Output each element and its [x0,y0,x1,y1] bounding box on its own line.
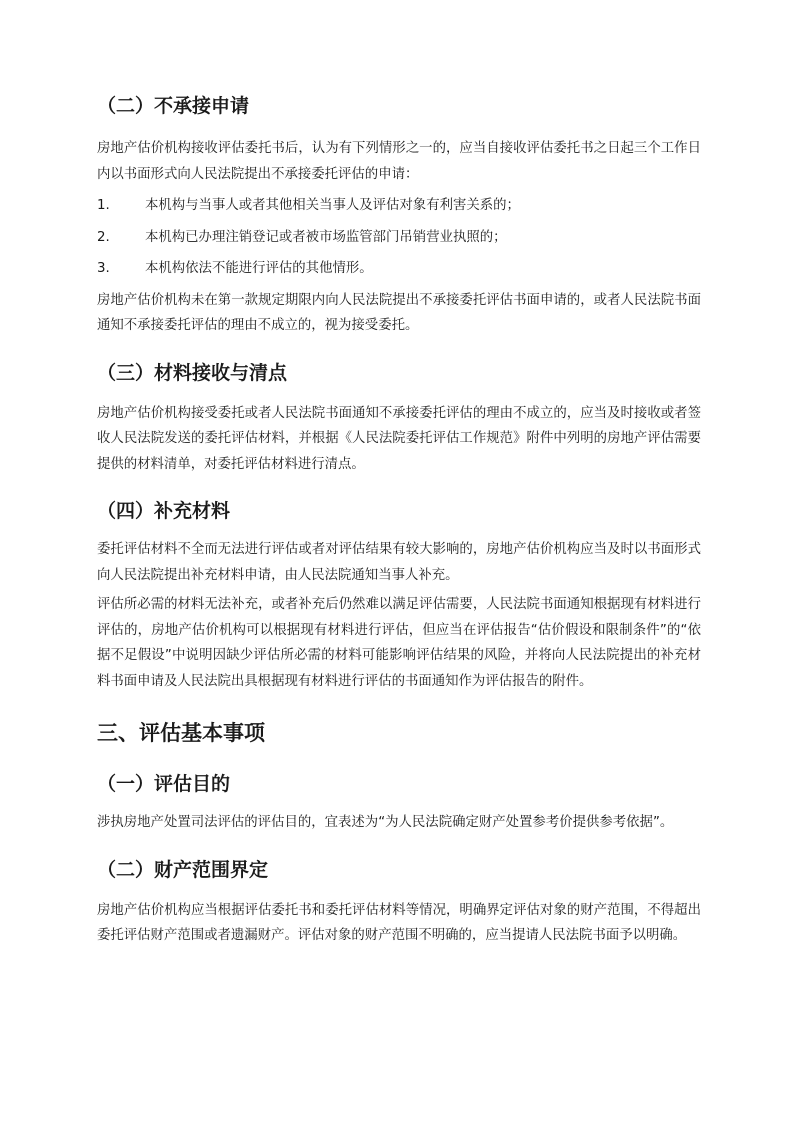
section-heading-supplementary-material: （四）补充材料 [97,500,231,522]
section-heading-material-receipt: （三）材料接收与清点 [97,361,288,384]
list-number: 2. [97,229,110,245]
paragraph: 房地产估价机构接收评估委托书后，认为有下列情形之一的，应当自接收评估委托书之日起三个工作日内以书面形式向人民法院提出不承接委托评估的申请： [97,141,701,182]
chapter-heading-basic-matters: 三、评估基本事项 [97,721,265,745]
list-text: 本机构与当事人或者其他相关当事人及评估对象有利害关系的； [145,198,520,213]
list-number: 1. [97,198,110,213]
list-text: 本机构依法不能进行评估的其他情形。 [145,261,373,276]
list-item [97,193,701,219]
list-text: 本机构已办理注销登记或者被市场监管部门吊销营业执照的； [145,229,507,245]
section-heading-property-scope: （二）财产范围界定 [97,858,269,881]
paragraph: 房地产估价机构未在第一款规定期限内向人民法院提出不承接委托评估书面申请的，或者人民法院书面通知不承接委托评估的理由不成立的，视为接受委托。 [97,292,701,333]
paragraph: 房地产估价机构应当根据评估委托书和委托评估材料等情况，明确界定评估对象的财产范围，不得超出委托评估财产范围或者遗漏财产。评估对象的财产范围不明确的，应当提请人民法院书面予以明确。 [97,902,701,943]
list-item [97,256,701,282]
paragraph: 委托评估材料不全而无法进行评估或者对评估结果有较大影响的，房地产估价机构应当及时以书面形式向人民法院提出补充材料申请，由人民法院通知当事人补充。 [97,542,701,583]
document-body [97,92,701,949]
section-heading-no-acceptance: （二）不承接申请 [97,95,250,117]
list-item [97,225,701,251]
paragraph: 房地产估价机构接受委托或者人民法院书面通知不承接委托评估的理由不成立的，应当及时接收或者签收人民法院发送的委托评估材料，并根据《人民法院委托评估工作规范》附件中列明的房地产评估需要提供的材料清单，对委托评估材料进行清点。 [97,405,701,472]
paragraph: 评估所必需的材料无法补充，或者补充后仍然难以满足评估需要，人民法院书面通知根据现有材料进行评估的，房地产估价机构可以根据现有材料进行评估，但应当在评估报告“估价假设和限制条件”的“依据不足假设”中说明因缺少评估所必需的材料可能影响评估结果的风险，并将向人民法院提出的补充材料书面申请及人民法院出具根据现有材料进行评估的书面通知作为评估报告的附件。 [97,597,701,689]
section-heading-valuation-purpose: （一）评估目的 [97,773,231,795]
list-number: 3. [97,261,110,276]
paragraph: 涉执房地产处置司法评估的评估目的，宜表述为“为人民法院确定财产处置参考价提供参考依据”。 [97,815,674,830]
